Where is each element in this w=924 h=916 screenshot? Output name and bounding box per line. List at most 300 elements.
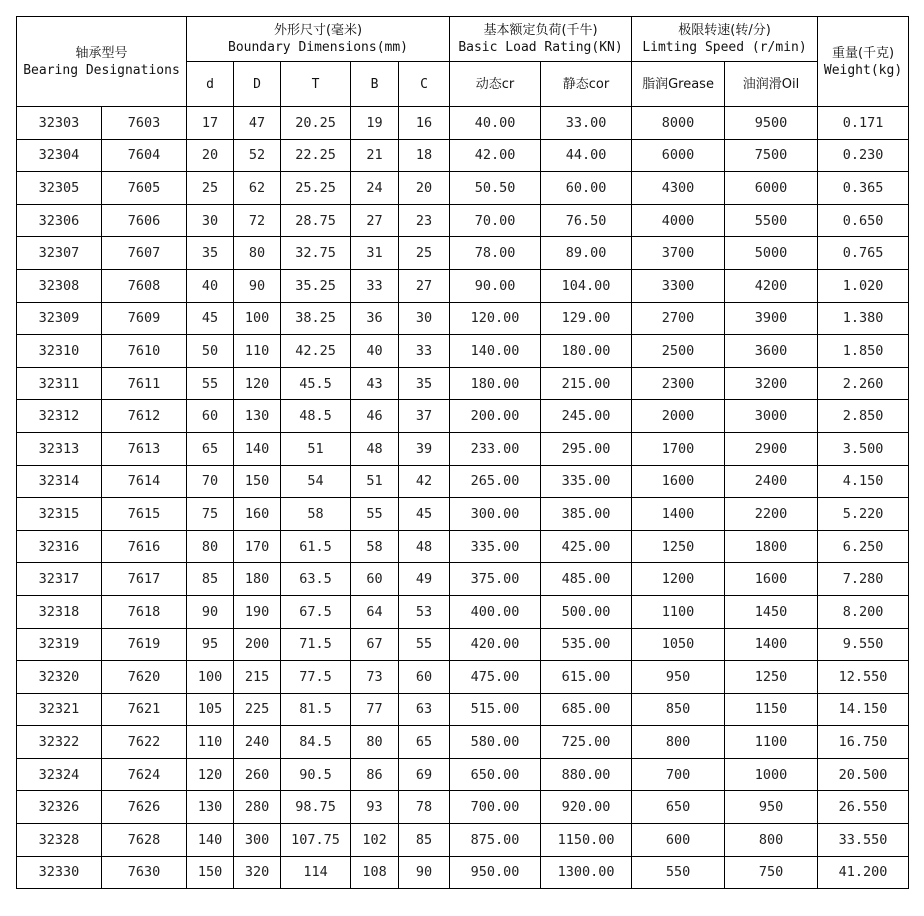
cell-d: 95 (187, 628, 234, 661)
cell-dynamic-cr: 375.00 (450, 563, 541, 596)
cell-D: 180 (234, 563, 281, 596)
cell-oil-speed: 5000 (725, 237, 818, 270)
cell-grease-speed: 650 (632, 791, 725, 824)
cell-grease-speed: 8000 (632, 107, 725, 140)
cell-grease-speed: 1200 (632, 563, 725, 596)
cell-oil-speed: 3900 (725, 302, 818, 335)
cell-dynamic-cr: 475.00 (450, 661, 541, 694)
cell-old-designation: 7606 (102, 204, 187, 237)
cell-C: 18 (399, 139, 450, 172)
cell-grease-speed: 1600 (632, 465, 725, 498)
cell-weight: 0.650 (818, 204, 909, 237)
table-row (17, 856, 909, 889)
table-row (17, 563, 909, 596)
table-row (17, 628, 909, 661)
cell-C: 27 (399, 269, 450, 302)
bearing-spec-table (16, 16, 909, 889)
cell-grease-speed: 600 (632, 824, 725, 857)
cell-B: 31 (351, 237, 399, 270)
cell-weight: 14.150 (818, 693, 909, 726)
cell-C: 33 (399, 335, 450, 368)
cell-grease-speed: 800 (632, 726, 725, 759)
cell-B: 21 (351, 139, 399, 172)
cell-D: 160 (234, 498, 281, 531)
cell-weight: 3.500 (818, 432, 909, 465)
cell-B: 46 (351, 400, 399, 433)
cell-T: 54 (281, 465, 351, 498)
cell-designation: 32322 (17, 726, 102, 759)
cell-D: 110 (234, 335, 281, 368)
cell-dynamic-cr: 90.00 (450, 269, 541, 302)
cell-C: 60 (399, 661, 450, 694)
cell-B: 33 (351, 269, 399, 302)
cell-d: 20 (187, 139, 234, 172)
header-dimensions-cn: 外形尺寸(毫米) (273, 23, 363, 38)
cell-grease-speed: 3700 (632, 237, 725, 270)
cell-weight: 0.365 (818, 172, 909, 205)
cell-D: 215 (234, 661, 281, 694)
cell-oil-speed: 2200 (725, 498, 818, 531)
cell-grease-speed: 950 (632, 661, 725, 694)
header-dimensions-en: Boundary Dimensions(mm) (228, 40, 409, 55)
cell-T: 22.25 (281, 139, 351, 172)
cell-T: 90.5 (281, 758, 351, 791)
cell-old-designation: 7615 (102, 498, 187, 531)
cell-T: 71.5 (281, 628, 351, 661)
cell-D: 100 (234, 302, 281, 335)
cell-T: 38.25 (281, 302, 351, 335)
table-row (17, 595, 909, 628)
cell-old-designation: 7616 (102, 530, 187, 563)
cell-designation: 32308 (17, 269, 102, 302)
cell-d: 60 (187, 400, 234, 433)
cell-C: 23 (399, 204, 450, 237)
cell-designation: 32317 (17, 563, 102, 596)
cell-dynamic-cr: 335.00 (450, 530, 541, 563)
cell-C: 90 (399, 856, 450, 889)
header-speed-cn: 极限转速(转/分) (678, 23, 771, 38)
cell-d: 100 (187, 661, 234, 694)
cell-designation: 32324 (17, 758, 102, 791)
cell-D: 62 (234, 172, 281, 205)
cell-D: 260 (234, 758, 281, 791)
cell-oil-speed: 7500 (725, 139, 818, 172)
cell-designation: 32310 (17, 335, 102, 368)
cell-grease-speed: 700 (632, 758, 725, 791)
cell-weight: 16.750 (818, 726, 909, 759)
cell-d: 80 (187, 530, 234, 563)
cell-C: 30 (399, 302, 450, 335)
cell-oil-speed: 2900 (725, 432, 818, 465)
table-row (17, 139, 909, 172)
cell-B: 19 (351, 107, 399, 140)
cell-dynamic-cr: 650.00 (450, 758, 541, 791)
cell-D: 47 (234, 107, 281, 140)
cell-static-cor: 104.00 (541, 269, 632, 302)
cell-T: 107.75 (281, 824, 351, 857)
header-load-en: Basic Load Rating(KN) (458, 40, 623, 55)
cell-dynamic-cr: 300.00 (450, 498, 541, 531)
cell-old-designation: 7624 (102, 758, 187, 791)
cell-T: 28.75 (281, 204, 351, 237)
cell-B: 48 (351, 432, 399, 465)
cell-dynamic-cr: 200.00 (450, 400, 541, 433)
cell-d: 90 (187, 595, 234, 628)
cell-C: 63 (399, 693, 450, 726)
cell-oil-speed: 2400 (725, 465, 818, 498)
cell-weight: 1.380 (818, 302, 909, 335)
cell-d: 65 (187, 432, 234, 465)
cell-designation: 32313 (17, 432, 102, 465)
cell-grease-speed: 4000 (632, 204, 725, 237)
subheader-static-cor: 静态cor (541, 62, 632, 107)
cell-D: 320 (234, 856, 281, 889)
cell-B: 43 (351, 367, 399, 400)
cell-oil-speed: 750 (725, 856, 818, 889)
cell-d: 17 (187, 107, 234, 140)
cell-D: 80 (234, 237, 281, 270)
cell-oil-speed: 1250 (725, 661, 818, 694)
cell-grease-speed: 3300 (632, 269, 725, 302)
cell-old-designation: 7607 (102, 237, 187, 270)
cell-B: 77 (351, 693, 399, 726)
header-weight (818, 17, 909, 107)
cell-dynamic-cr: 140.00 (450, 335, 541, 368)
cell-C: 48 (399, 530, 450, 563)
cell-oil-speed: 1000 (725, 758, 818, 791)
cell-oil-speed: 5500 (725, 204, 818, 237)
cell-C: 69 (399, 758, 450, 791)
cell-dynamic-cr: 180.00 (450, 367, 541, 400)
cell-designation: 32309 (17, 302, 102, 335)
cell-d: 130 (187, 791, 234, 824)
cell-oil-speed: 1100 (725, 726, 818, 759)
cell-oil-speed: 1800 (725, 530, 818, 563)
cell-T: 58 (281, 498, 351, 531)
subheader-grease: 脂润Grease (632, 62, 725, 107)
cell-T: 35.25 (281, 269, 351, 302)
cell-old-designation: 7611 (102, 367, 187, 400)
cell-T: 51 (281, 432, 351, 465)
cell-static-cor: 880.00 (541, 758, 632, 791)
cell-static-cor: 385.00 (541, 498, 632, 531)
cell-old-designation: 7614 (102, 465, 187, 498)
table-row (17, 693, 909, 726)
table-row (17, 432, 909, 465)
cell-D: 225 (234, 693, 281, 726)
cell-designation: 32305 (17, 172, 102, 205)
table-row (17, 465, 909, 498)
cell-grease-speed: 4300 (632, 172, 725, 205)
cell-designation: 32321 (17, 693, 102, 726)
header-designation-cn: 轴承型号 (75, 45, 128, 61)
cell-B: 58 (351, 530, 399, 563)
cell-old-designation: 7622 (102, 726, 187, 759)
cell-oil-speed: 1150 (725, 693, 818, 726)
cell-weight: 0.230 (818, 139, 909, 172)
cell-static-cor: 60.00 (541, 172, 632, 205)
cell-static-cor: 335.00 (541, 465, 632, 498)
table-row (17, 107, 909, 140)
subheader-T: T (281, 62, 351, 107)
cell-C: 39 (399, 432, 450, 465)
cell-designation: 32316 (17, 530, 102, 563)
cell-grease-speed: 1400 (632, 498, 725, 531)
cell-weight: 6.250 (818, 530, 909, 563)
cell-T: 25.25 (281, 172, 351, 205)
cell-old-designation: 7605 (102, 172, 187, 205)
cell-B: 93 (351, 791, 399, 824)
table-row (17, 498, 909, 531)
cell-dynamic-cr: 120.00 (450, 302, 541, 335)
cell-static-cor: 920.00 (541, 791, 632, 824)
cell-T: 84.5 (281, 726, 351, 759)
cell-static-cor: 1300.00 (541, 856, 632, 889)
cell-grease-speed: 2300 (632, 367, 725, 400)
cell-oil-speed: 3600 (725, 335, 818, 368)
cell-old-designation: 7630 (102, 856, 187, 889)
cell-weight: 1.020 (818, 269, 909, 302)
cell-d: 45 (187, 302, 234, 335)
cell-B: 27 (351, 204, 399, 237)
table-row (17, 302, 909, 335)
table-row (17, 269, 909, 302)
cell-grease-speed: 2700 (632, 302, 725, 335)
cell-static-cor: 615.00 (541, 661, 632, 694)
cell-designation: 32320 (17, 661, 102, 694)
cell-old-designation: 7608 (102, 269, 187, 302)
cell-grease-speed: 2000 (632, 400, 725, 433)
cell-grease-speed: 1100 (632, 595, 725, 628)
cell-d: 105 (187, 693, 234, 726)
cell-D: 90 (234, 269, 281, 302)
cell-weight: 0.765 (818, 237, 909, 270)
table-row (17, 791, 909, 824)
cell-grease-speed: 1700 (632, 432, 725, 465)
cell-T: 81.5 (281, 693, 351, 726)
subheader-d: d (187, 62, 234, 107)
cell-old-designation: 7620 (102, 661, 187, 694)
cell-T: 67.5 (281, 595, 351, 628)
cell-D: 150 (234, 465, 281, 498)
cell-oil-speed: 6000 (725, 172, 818, 205)
cell-dynamic-cr: 515.00 (450, 693, 541, 726)
cell-oil-speed: 9500 (725, 107, 818, 140)
cell-old-designation: 7610 (102, 335, 187, 368)
cell-oil-speed: 1600 (725, 563, 818, 596)
cell-D: 120 (234, 367, 281, 400)
cell-B: 80 (351, 726, 399, 759)
cell-designation: 32307 (17, 237, 102, 270)
cell-dynamic-cr: 400.00 (450, 595, 541, 628)
table-row (17, 661, 909, 694)
header-designation-en: Bearing Designations (23, 62, 180, 78)
cell-D: 280 (234, 791, 281, 824)
table-row (17, 204, 909, 237)
cell-static-cor: 1150.00 (541, 824, 632, 857)
cell-T: 48.5 (281, 400, 351, 433)
cell-d: 85 (187, 563, 234, 596)
table-row (17, 335, 909, 368)
cell-C: 25 (399, 237, 450, 270)
cell-weight: 4.150 (818, 465, 909, 498)
cell-weight: 26.550 (818, 791, 909, 824)
cell-old-designation: 7619 (102, 628, 187, 661)
cell-old-designation: 7612 (102, 400, 187, 433)
cell-d: 50 (187, 335, 234, 368)
cell-T: 77.5 (281, 661, 351, 694)
cell-weight: 0.171 (818, 107, 909, 140)
cell-static-cor: 725.00 (541, 726, 632, 759)
cell-dynamic-cr: 580.00 (450, 726, 541, 759)
cell-oil-speed: 950 (725, 791, 818, 824)
cell-designation: 32315 (17, 498, 102, 531)
cell-D: 72 (234, 204, 281, 237)
cell-T: 32.75 (281, 237, 351, 270)
subheader-oil: 油润滑Oil (725, 62, 818, 107)
cell-D: 190 (234, 595, 281, 628)
cell-B: 51 (351, 465, 399, 498)
cell-old-designation: 7604 (102, 139, 187, 172)
cell-weight: 7.280 (818, 563, 909, 596)
cell-static-cor: 76.50 (541, 204, 632, 237)
header-designation (17, 17, 187, 107)
cell-designation: 32314 (17, 465, 102, 498)
cell-grease-speed: 2500 (632, 335, 725, 368)
cell-grease-speed: 6000 (632, 139, 725, 172)
cell-old-designation: 7617 (102, 563, 187, 596)
header-weight-cn: 重量(千克) (831, 45, 895, 61)
cell-B: 55 (351, 498, 399, 531)
cell-B: 102 (351, 824, 399, 857)
cell-designation: 32319 (17, 628, 102, 661)
cell-dynamic-cr: 233.00 (450, 432, 541, 465)
cell-C: 42 (399, 465, 450, 498)
cell-d: 35 (187, 237, 234, 270)
cell-C: 37 (399, 400, 450, 433)
cell-B: 73 (351, 661, 399, 694)
table-body (17, 107, 909, 889)
cell-static-cor: 295.00 (541, 432, 632, 465)
cell-designation: 32306 (17, 204, 102, 237)
cell-B: 108 (351, 856, 399, 889)
cell-static-cor: 215.00 (541, 367, 632, 400)
cell-grease-speed: 850 (632, 693, 725, 726)
cell-T: 42.25 (281, 335, 351, 368)
header-load-rating (450, 17, 632, 62)
cell-dynamic-cr: 50.50 (450, 172, 541, 205)
cell-T: 20.25 (281, 107, 351, 140)
cell-static-cor: 33.00 (541, 107, 632, 140)
cell-d: 30 (187, 204, 234, 237)
cell-dynamic-cr: 950.00 (450, 856, 541, 889)
cell-old-designation: 7613 (102, 432, 187, 465)
cell-D: 130 (234, 400, 281, 433)
cell-C: 16 (399, 107, 450, 140)
cell-d: 75 (187, 498, 234, 531)
table-row (17, 237, 909, 270)
cell-D: 140 (234, 432, 281, 465)
cell-static-cor: 500.00 (541, 595, 632, 628)
cell-d: 150 (187, 856, 234, 889)
cell-C: 53 (399, 595, 450, 628)
header-load-cn: 基本额定负荷(千牛) (483, 23, 598, 38)
cell-oil-speed: 1400 (725, 628, 818, 661)
cell-C: 55 (399, 628, 450, 661)
cell-d: 25 (187, 172, 234, 205)
cell-D: 170 (234, 530, 281, 563)
cell-d: 120 (187, 758, 234, 791)
cell-D: 200 (234, 628, 281, 661)
cell-static-cor: 245.00 (541, 400, 632, 433)
cell-D: 240 (234, 726, 281, 759)
cell-weight: 33.550 (818, 824, 909, 857)
cell-weight: 1.850 (818, 335, 909, 368)
cell-grease-speed: 1250 (632, 530, 725, 563)
cell-d: 110 (187, 726, 234, 759)
cell-D: 300 (234, 824, 281, 857)
cell-dynamic-cr: 265.00 (450, 465, 541, 498)
cell-C: 35 (399, 367, 450, 400)
cell-oil-speed: 800 (725, 824, 818, 857)
cell-B: 24 (351, 172, 399, 205)
cell-d: 70 (187, 465, 234, 498)
header-speed-en: Limting Speed (r/min) (642, 40, 807, 55)
cell-old-designation: 7603 (102, 107, 187, 140)
cell-B: 36 (351, 302, 399, 335)
cell-old-designation: 7618 (102, 595, 187, 628)
table-row (17, 824, 909, 857)
cell-static-cor: 44.00 (541, 139, 632, 172)
cell-weight: 12.550 (818, 661, 909, 694)
cell-d: 40 (187, 269, 234, 302)
cell-dynamic-cr: 875.00 (450, 824, 541, 857)
header-limiting-speed (632, 17, 818, 62)
cell-d: 55 (187, 367, 234, 400)
cell-designation: 32326 (17, 791, 102, 824)
cell-weight: 8.200 (818, 595, 909, 628)
cell-dynamic-cr: 40.00 (450, 107, 541, 140)
subheader-dynamic-cr: 动态cr (450, 62, 541, 107)
cell-weight: 20.500 (818, 758, 909, 791)
cell-designation: 32330 (17, 856, 102, 889)
cell-C: 65 (399, 726, 450, 759)
cell-oil-speed: 3000 (725, 400, 818, 433)
cell-static-cor: 485.00 (541, 563, 632, 596)
cell-grease-speed: 1050 (632, 628, 725, 661)
cell-C: 45 (399, 498, 450, 531)
cell-T: 61.5 (281, 530, 351, 563)
cell-dynamic-cr: 42.00 (450, 139, 541, 172)
cell-B: 60 (351, 563, 399, 596)
cell-designation: 32311 (17, 367, 102, 400)
subheader-B: B (351, 62, 399, 107)
cell-designation: 32304 (17, 139, 102, 172)
subheader-C: C (399, 62, 450, 107)
cell-old-designation: 7621 (102, 693, 187, 726)
cell-grease-speed: 550 (632, 856, 725, 889)
cell-weight: 2.850 (818, 400, 909, 433)
cell-oil-speed: 3200 (725, 367, 818, 400)
cell-T: 98.75 (281, 791, 351, 824)
cell-static-cor: 129.00 (541, 302, 632, 335)
cell-B: 67 (351, 628, 399, 661)
cell-T: 63.5 (281, 563, 351, 596)
cell-oil-speed: 1450 (725, 595, 818, 628)
cell-T: 45.5 (281, 367, 351, 400)
cell-designation: 32303 (17, 107, 102, 140)
cell-T: 114 (281, 856, 351, 889)
